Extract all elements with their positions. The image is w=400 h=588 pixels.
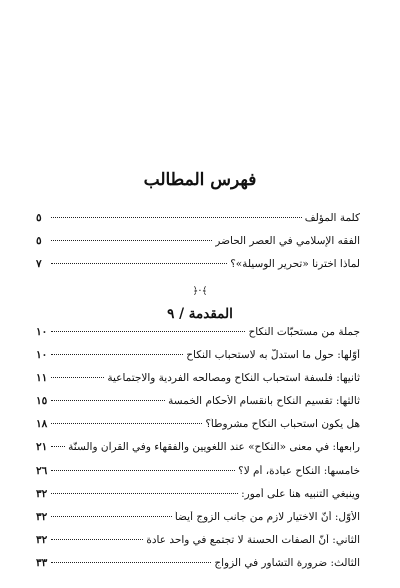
dot-leader bbox=[51, 423, 202, 424]
dot-leader bbox=[51, 446, 65, 447]
section-heading: المقدمة / ٩ bbox=[167, 306, 233, 322]
dot-leader bbox=[51, 470, 235, 471]
toc-entry bbox=[36, 465, 360, 488]
toc-entry-label: كلمة المؤلف bbox=[304, 212, 360, 224]
toc-entry bbox=[36, 258, 360, 281]
dot-leader bbox=[51, 493, 238, 494]
toc-entry-page: ١١ bbox=[36, 372, 48, 385]
dot-leader bbox=[51, 400, 165, 401]
toc-entry-page: ٣٢ bbox=[36, 487, 48, 500]
toc-entry-page: ٣٢ bbox=[36, 533, 48, 546]
dot-leader bbox=[51, 331, 245, 332]
toc-entry bbox=[36, 441, 360, 464]
toc-entry-page: ٥ bbox=[36, 235, 42, 248]
toc-entry-label: الثاني: أنّ الصفات الحسنة لا تجتمع في واحد عادة bbox=[146, 533, 360, 546]
dot-leader bbox=[51, 217, 302, 218]
toc-entry-page: ٢١ bbox=[36, 441, 48, 454]
toc-intro-list bbox=[36, 326, 360, 580]
toc-entry-label: الفقه الإسلامي في العصر الحاضر bbox=[215, 235, 360, 248]
toc-entry bbox=[36, 418, 360, 441]
toc-entry-label: أوّلها: حول ما استدلّ به لاستحباب النكاح bbox=[186, 349, 360, 362]
toc-entry-label: ثانيها: فلسفة استحباب النكاح ومصالحه الفردية والاجتماعية bbox=[107, 372, 360, 385]
toc-entry bbox=[36, 326, 360, 349]
toc-entry bbox=[36, 372, 360, 395]
toc-entry-label: لماذا اخترنا «تحرير الوسيلة»؟ bbox=[230, 258, 360, 271]
toc-entry bbox=[36, 235, 360, 258]
toc-entry-page: ١٠ bbox=[36, 326, 48, 338]
toc-entry-page: ١٥ bbox=[36, 395, 48, 408]
dot-leader bbox=[51, 240, 212, 241]
dot-leader bbox=[51, 263, 227, 264]
dot-leader bbox=[51, 562, 211, 563]
toc-entry-label: هل يكون استحباب النكاح مشروطاً؟ bbox=[205, 418, 360, 431]
dot-leader bbox=[51, 377, 104, 378]
toc-entry-page: ٣٢ bbox=[36, 510, 48, 523]
toc-entry bbox=[36, 534, 360, 557]
toc-entry-label: ثالثها: تقسيم النكاح بانقسام الأحكام الخمسة bbox=[168, 395, 360, 408]
toc-entry-page: ٥ bbox=[36, 212, 42, 224]
ornament-divider: ﴿·﴾ bbox=[192, 286, 208, 297]
dot-leader bbox=[51, 539, 143, 540]
toc-top-list bbox=[36, 212, 360, 281]
toc-entry-page: ٧ bbox=[36, 258, 42, 271]
toc-entry-label: جملة من مستحبّات النكاح bbox=[248, 326, 360, 338]
toc-entry bbox=[36, 557, 360, 580]
toc-entry bbox=[36, 488, 360, 511]
toc-entry-label: خامسها: النكاح عبادة، أم لا؟ bbox=[238, 464, 360, 477]
toc-entry-page: ٢٦ bbox=[36, 464, 48, 477]
toc-entry-label: الأوّل: أنّ الاختيار لازم من جانب الزوج أيضاً bbox=[174, 510, 360, 523]
dot-leader bbox=[51, 354, 183, 355]
toc-entry bbox=[36, 349, 360, 372]
dot-leader bbox=[51, 516, 172, 517]
toc-entry-page: ٣٣ bbox=[36, 556, 48, 569]
toc-entry bbox=[36, 212, 360, 235]
toc-entry-label: رابعها: في معنى «النكاح» عند اللغويين والفقهاء وفي القرآن والسنّة bbox=[68, 441, 360, 454]
toc-entry bbox=[36, 511, 360, 534]
toc-entry-label: الثالث: ضرورة التشاور في الزواج bbox=[214, 556, 360, 569]
toc-entry-page: ١٠ bbox=[36, 349, 48, 362]
page-title: فهرس المطالب bbox=[143, 170, 257, 190]
toc-entry-label: وينبغي التنبيه هنا على أمور: bbox=[241, 487, 360, 500]
toc-entry bbox=[36, 395, 360, 418]
toc-entry-page: ١٨ bbox=[36, 418, 48, 431]
